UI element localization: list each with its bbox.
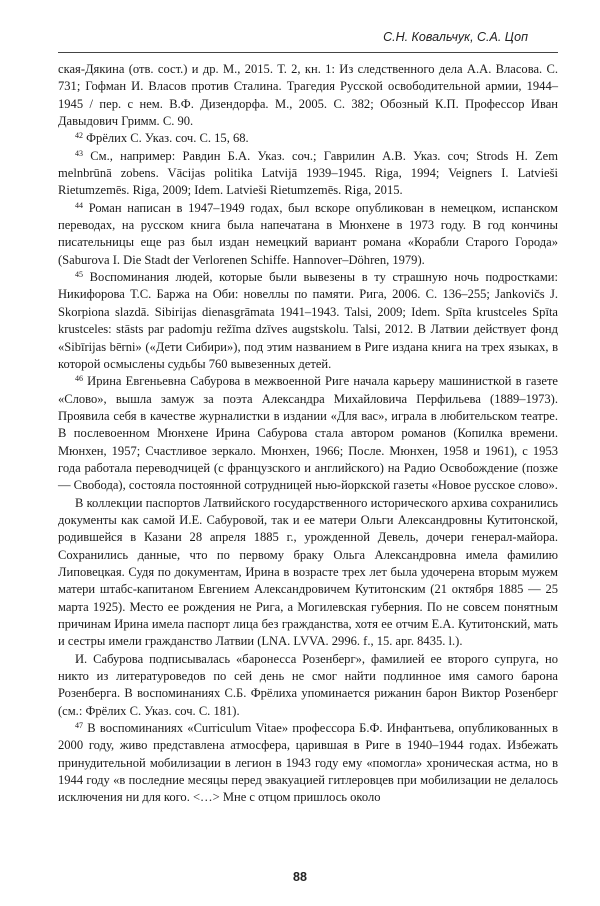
footnote-43 [58,148,558,200]
running-head: С.Н. Ковальчук, С.А. Цоп [383,30,528,44]
paragraph-text: Воспоминания людей, которые были вывезены в ту страшную ночь подростками: Никифорова Т.С. Баржа на Оби: новеллы по памяти. Рига, 2006. С. 136–255; Jankovičs J. Skorpiona slazdā. Sibirijas dienasgrāmata 1941–1943. Talsi, 2009; Idem. Spīta krustceles Spīta krustceles: stāsts par padomju režīma dzīves augstskolu. Talsi, 2012. В Латвии действует фонд «Sibīrijas bērni» («Дети Сибири»), под этим названием в Риге издана книга на трех языках, в которой осмыслены судьбы 760 вывезенных детей. [58,270,559,371]
footnote-44 [58,200,558,269]
footnote-42 [58,130,558,147]
paragraph-text: И. Сабурова подписывалась «баронесса Розенберг», фамилией ее второго супруга, но никто из литературоведов по сей день не смог найти подлинное имя самого барона Розенберга. В воспоминаниях С.Б. Фрёлиха упоминается рижанин барон Виктор Розенберг (см.: Фрёлих С. Указ. соч. С. 181). [58,651,558,718]
footnote-47 [58,720,558,807]
footnote-45 [58,269,558,373]
paragraph-text: См., например: Равдин Б.А. Указ. соч.; Гаврилин А.В. Указ. соч; Strods H. Zem melnbrūnā zobens. Vācijas politika Latvijā 1939–1945. Riga, 1994; Veigners I. Latvieši Rietumzemēs. Riga, 2009; Idem. Latvieši Rietumzemēs. Riga, 2015. [58,148,559,198]
footnote-46 [58,373,558,494]
paragraph-text: Ирина Евгеньевна Сабурова в межвоенной Риге начала карьеру машинисткой в газете «Слово», вышла замуж за поэта Александра Михайловича Перфильева (1889–1973). Проявила себя в качестве журналистки в издании «Для вас», играла в любительском театре. В послевоенном Мюнхене Ирина Сабурова стала автором романов (Копилка времени. Мюнхен, 1957; Счастливое зеркало. Мюнхен, 1966; После. Мюнхен, 1958 и 1961), с 1953 года работала переводчицей (с французского и английского) на Радио Освобождение (позже — Свобода), состояла постоянной сотрудницей нью-йоркской газеты «Новое русское слово». [58,374,559,493]
footnote-number: 45 [75,270,83,280]
paragraph-rosenberg [58,651,558,720]
header-rule [58,52,558,53]
footnote-number: 47 [75,721,83,731]
paragraph-text: В коллекции паспортов Латвийского государственного исторического архива сохранились документы как самой И.Е. Сабуровой, так и ее матери Ольги Александровны Кутитонской, родившейся в Казани 28 апреля 1885 г., урожденной Девель, дочери генерал-майора. Сохранились данные, что по первому браку Ольга Александровна имела фамилию Липовецкая. Судя по документам, Ирина в возрасте трех лет была удочерена вторым мужем матери штабс-капитаном Евгением Александровичем Кутитонским (21 октября 1885 — 25 марта 1925). Место ее рождения не Рига, а Могилевская губерния. По не совсем понятным причинам Ирина имела паспорт лица без гражданства, хотя ее отчим Е.А. Кутитонский, мать и сестры имели гражданство Латвии (LNA. LVVA. 2996. f., 15. apr. 8435. l.). [58,495,558,649]
paragraph-text: В воспоминаниях «Curriculum Vitae» профессора Б.Ф. Инфантьева, опубликованных в 2000 году, живо представлена атмосфера, царившая в Риге в 1940–1944 годах. Избежать принудительной мобилизации в легион в 1943 году ему «помогла» хроническая астма, но в 1944 году «в последние месяцы перед эвакуацией гитлеровцев при мобилизации не делалось исключения ни для кого. <…> Мне с отцом пришлось около [58,721,558,805]
paragraph-continuation [58,61,558,130]
paragraph-text: ская-Дякина (отв. сост.) и др. М., 2015. Т. 2, кн. 1: Из следственного дела А.А. Власова. С. 731; Гофман И. Власов против Сталина. Трагедия Русской освободительной армии, 1944–1945 / пер. с нем. В.Ф. Дизендорфа. М., 2005. С. 382; Обозный К.П. Профессор Иван Давыдович Гримм. С. 90. [58,62,558,129]
paragraph-archive [58,495,558,651]
footnotes-text [58,61,558,807]
footnote-number: 44 [75,200,83,210]
footnote-number: 42 [75,131,83,141]
page-number: 88 [293,870,307,884]
footnote-number: 43 [75,148,83,158]
paragraph-text: Фрёлих С. Указ. соч. С. 15, 68. [86,131,249,146]
footnote-number: 46 [75,374,83,384]
paragraph-text: Роман написан в 1947–1949 годах, был вскоре опубликован в немецком, испанском переводах, на русском книга была напечатана в Мюнхене в 1973 году. В год кончины писательницы еще раз был издан немецкий вариант романа «Корабли Старого Города» (Saburova I. Die Stadt der Verlorenen Schiffe. Hannover–Döhren, 1979). [58,200,558,267]
